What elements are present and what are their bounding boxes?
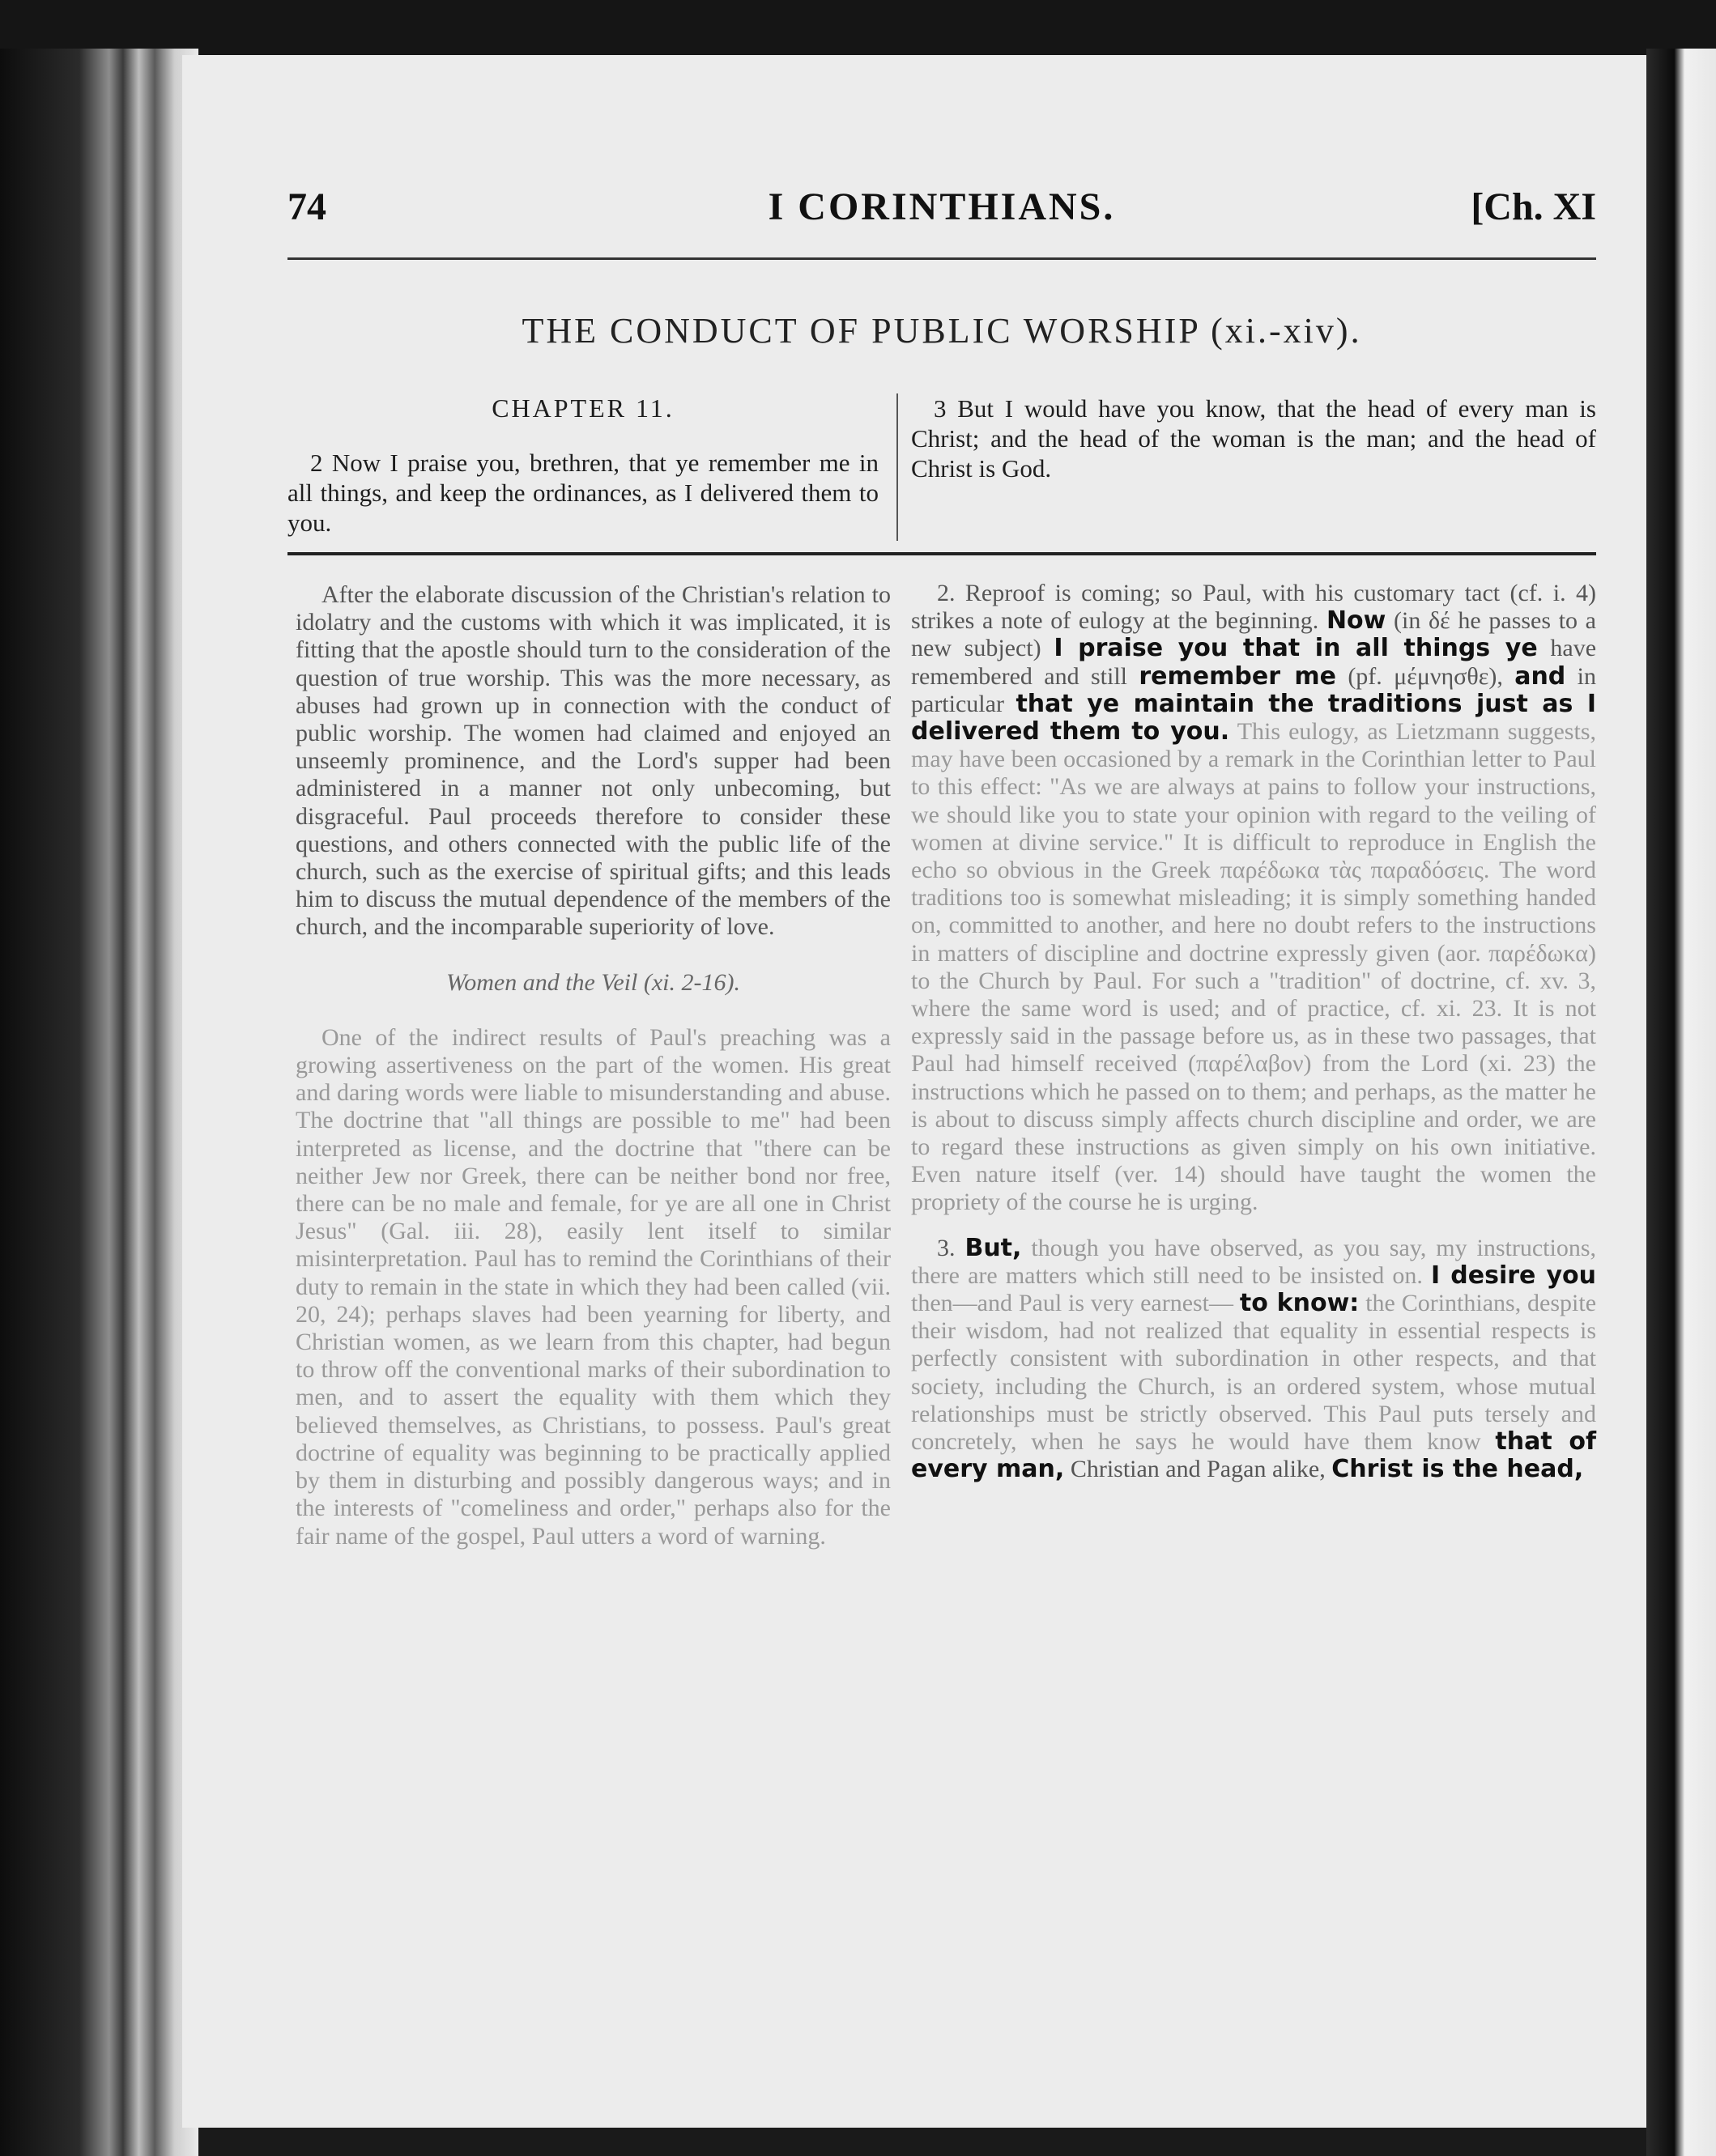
commentary-intro-paragraph: After the elaborate discussion of the Christian's relation to idolatry and the customs with which it was implicated, it is fitting that the apostle should turn to the consideration of the question of true worship. This was the more necessary, as abuses had grown up in connection with the conduct of public worship. The women had claimed and enjoyed an unseemly prominence, and the Lord's supper had been administered in a manner not only unbecoming, but disgraceful. Paul proceeds therefore to consider these questions, and others connected with the public life of the church, such as the exercise of spiritual gifts; and this leads him to discuss the mutual dependence of the members of the church, and the incomparable superiority of love. [296, 581, 891, 941]
note-text: Christian and Pagan alike, [1070, 1456, 1326, 1483]
lemma-but: But, [964, 1233, 1022, 1262]
note-text: 2. Reproof is coming; so Paul, with his customary tact (cf. i. 4) strikes a note of eulogy at the beginning. [911, 580, 1596, 635]
scripture-left-column [287, 393, 879, 538]
commentary-women-paragraph: One of the indirect results of Paul's preaching was a growing assertiveness on the part of the women. His great and daring words were liable to misunderstanding and abuse. The doctrine that "all things are possible to me" had been interpreted as license, and the doctrine that "there can be neither Jew nor Greek, there can be neither bond nor free, there can be no male and female, for ye are all one in Christ Jesus" (Gal. iii. 28), easily lent itself to similar misinterpretation. Paul has to remind the Corinthians of their duty to remain in the state in which they had been called (vii. 20, 24); perhaps slaves had been yearning for liberty, and Christian women, as we learn from this chapter, had begun to throw off the conventional marks of their subordination to men, and to assert the equality with them which they believed themselves, as Christians, to possess. Paul's great doctrine of equality was beginning to be practically applied by them in disturbing and possibly dangerous ways; and in the interests of "comeliness and order," perhaps also for the fair name of the gospel, Paul utters a word of warning. [296, 1023, 891, 1550]
subsection-heading: Women and the Veil (xi. 2-16). [446, 968, 740, 996]
chapter-reference: [Ch. XI [1471, 185, 1596, 228]
running-header [287, 185, 1596, 233]
facing-page-edge [1646, 49, 1716, 2156]
scripture-rule [287, 552, 1596, 555]
book-title: I CORINTHIANS. [768, 185, 1116, 228]
lemma-remember: remember me [1139, 661, 1336, 691]
note-text: This eulogy, as Lietzmann suggests, may have been occasioned by a remark in the Corinthian letter to Paul to this effect: "As we are always at pains to follow your instructions, we should like you to state your opinion with regard to the veiling of women at divine service." It is difficult to reproduce in English the echo so obvious in the Greek παρέδωκα τὰς παραδόσεις. The word traditions too is somewhat misleading; it is simply something handed on, committed to another, and here no doubt refers to the instructions in matters of discipline and doctrine expressly given (aor. παρέδωκα) to the Church by Paul. For such a "tradition" of doctrine, cf. xv. 3, where the same word is used; and of practice, cf. xi. 23. It is not expressly said in the passage before us, as in these two passages, that Paul had himself received (παρέλαβον) from the Lord (xi. 23) the instructions which he passed on to them; and perhaps, as the matter he is about to discuss simply affects church discipline and order, we are to regard these instructions as given simply on his own initiative. Even nature itself (ver. 14) should have taught the women the propriety of the course he is urging. [911, 718, 1596, 1216]
lemma-desire: I desire you [1431, 1261, 1596, 1290]
lemma-and: and [1514, 661, 1566, 691]
note-text: have remembered and still [911, 635, 1597, 690]
header-rule [287, 257, 1596, 260]
lemma-every-man: that of every man, [911, 1427, 1597, 1484]
verse-3: 3 But I would have you know, that the head of every man is Christ; and the head of the woman is the man; and the head of Christ is God. [911, 394, 1596, 483]
chapter-heading: CHAPTER 11. [492, 393, 675, 423]
note-text: 3. [937, 1234, 956, 1261]
lemma-christ-head: Christ is the head, [1331, 1455, 1584, 1484]
lemma-traditions: that ye maintain the traditions just as I delivered them to you. [911, 689, 1597, 746]
book-page [182, 55, 1646, 2128]
note-text: then—and Paul is very earnest— [911, 1290, 1234, 1317]
note-text: the Corinthians, despite their wisdom, had not realized that equality in essential respects is perfectly consistent with subordination in other respects, and that society, including the Church, is an ordered system, whose mutual relationships must be strictly observed. This Paul puts tersely and concretely, when he says he would have them know [911, 1290, 1597, 1456]
scan-top-edge [0, 0, 1716, 55]
commentary-right-column [911, 580, 1596, 1484]
note-text: though you have observed, as you say, my instructions, there are matters which still need to be insisted on. [911, 1234, 1597, 1289]
lemma-to-know: to know: [1239, 1289, 1360, 1318]
note-text: (in δέ he passes to a new subject) [911, 607, 1596, 662]
book-binding-edge [0, 49, 198, 2156]
lemma-now: Now [1326, 606, 1386, 636]
page-number: 74 [287, 185, 326, 228]
note-text: (pf. μέμνησθε), [1348, 662, 1503, 690]
commentary-verse-2-paragraph [911, 580, 1596, 1217]
verse-2: 2 Now I praise you, brethren, that ye remember me in all things, and keep the ordinances, as I delivered them to you. [287, 449, 879, 537]
note-text: in particular [911, 662, 1596, 717]
commentary-verse-3-paragraph [911, 1235, 1596, 1484]
scripture-right-column [911, 393, 1596, 483]
lemma-praise: I praise you that in all things ye [1054, 634, 1538, 663]
column-divider [896, 393, 898, 541]
commentary-left-column [296, 581, 891, 1550]
section-title: THE CONDUCT OF PUBLIC WORSHIP (xi.-xiv). [522, 311, 1362, 351]
